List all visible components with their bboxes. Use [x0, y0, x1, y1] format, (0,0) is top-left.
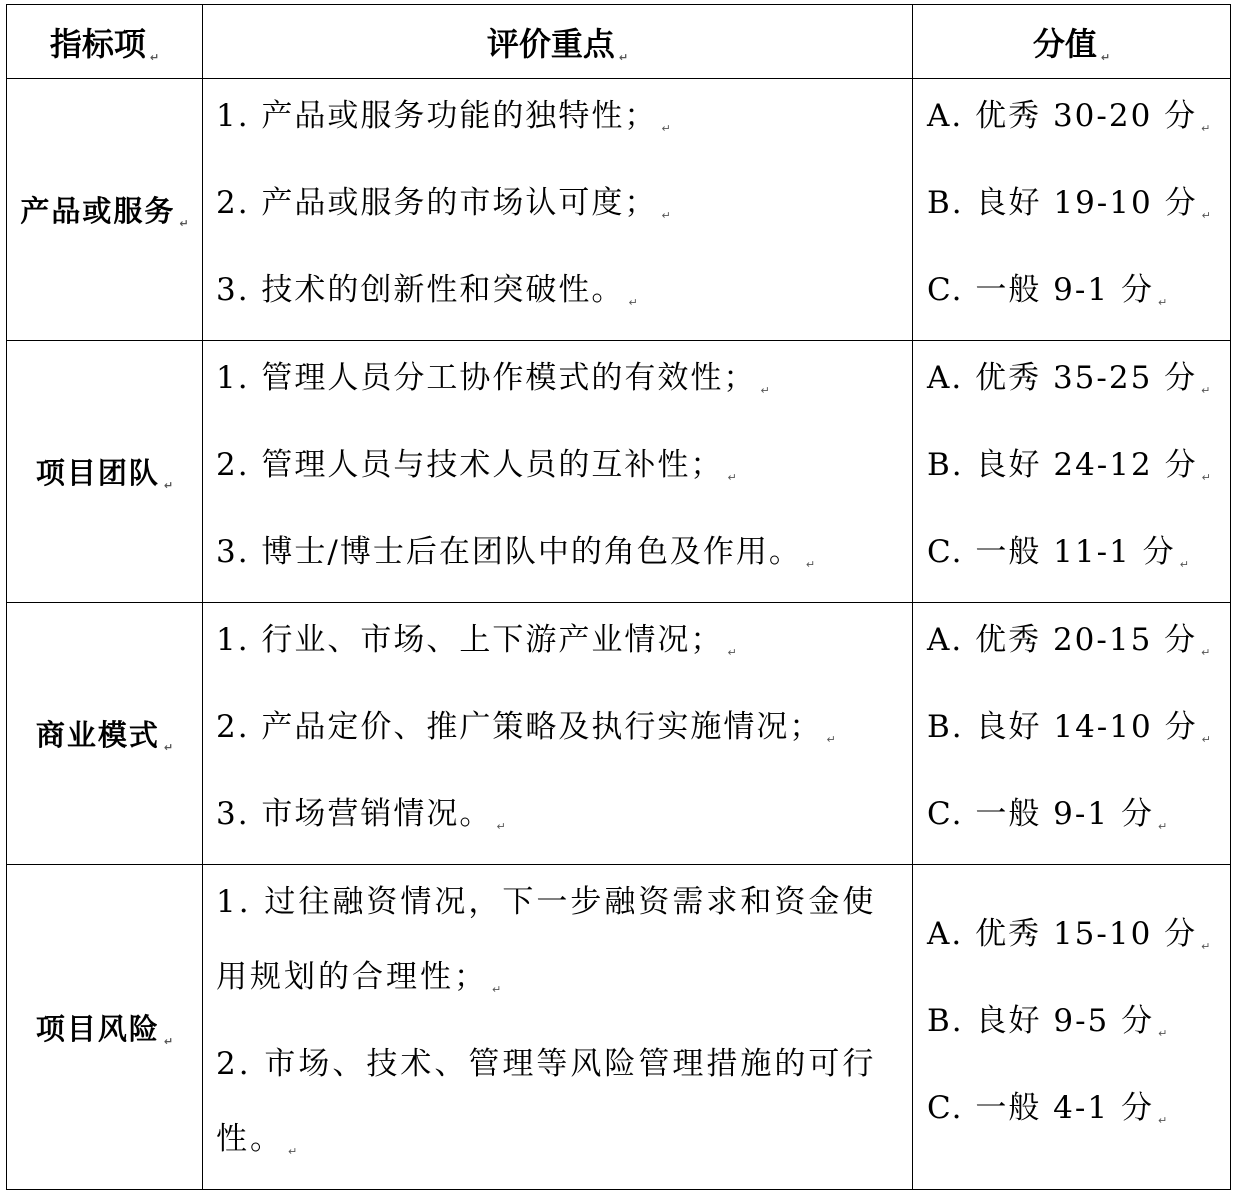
paragraph-mark-icon: ↵ [163, 741, 174, 754]
score-item-text: C. 一般 9-1 分 [927, 272, 1154, 308]
paragraph-mark-icon: ↵ [1201, 471, 1211, 484]
score-cell [913, 603, 1231, 865]
indicator-cell [7, 865, 203, 1190]
score-cell [913, 865, 1231, 1190]
score-item [927, 984, 1230, 1071]
paragraph-mark-icon: ↵ [727, 471, 737, 484]
score-item-text: C. 一般 11-1 分 [927, 534, 1176, 570]
focus-item-text: 1. 产品或服务功能的独特性； [216, 98, 658, 134]
score-item [927, 341, 1230, 428]
paragraph-mark-icon: ↵ [1157, 820, 1168, 833]
focus-cell [203, 79, 913, 341]
focus-item-text: 2. 产品或服务的市场认可度； [216, 185, 658, 221]
focus-item [216, 341, 902, 428]
paragraph-mark-icon: ↵ [288, 1145, 298, 1158]
focus-item-text: 1. 行业、市场、上下游产业情况； [216, 622, 724, 658]
score-item-text: A. 优秀 35-25 分 [927, 360, 1198, 396]
focus-item [216, 428, 902, 515]
score-item [927, 253, 1230, 340]
indicator-text: 项目风险 [35, 1011, 160, 1046]
header-focus-text: 评价重点 [486, 24, 615, 63]
score-item-text: A. 优秀 15-10 分 [927, 915, 1198, 952]
paragraph-mark-icon: ↵ [1201, 646, 1211, 659]
paragraph-mark-icon: ↵ [179, 217, 189, 230]
focus-item-text: 1. 管理人员分工协作模式的有效性； [216, 360, 757, 396]
paragraph-mark-icon: ↵ [1201, 209, 1211, 222]
focus-item [216, 253, 902, 340]
score-item-text: B. 良好 9-5 分 [927, 1002, 1155, 1039]
indicator-cell [7, 79, 203, 341]
focus-item-text: 3. 技术的创新性和突破性。 [216, 272, 625, 308]
indicator-cell [7, 341, 203, 603]
header-row [7, 5, 1231, 79]
paragraph-mark-icon: ↵ [826, 733, 836, 746]
focus-cell [203, 341, 913, 603]
score-item [927, 603, 1230, 690]
paragraph-mark-icon: ↵ [163, 1034, 174, 1048]
score-item [927, 690, 1230, 777]
score-item-text: B. 良好 19-10 分 [927, 185, 1198, 221]
score-item-text: B. 良好 24-12 分 [927, 447, 1198, 483]
paragraph-mark-icon: ↵ [496, 820, 506, 833]
score-item-text: C. 一般 4-1 分 [927, 1089, 1154, 1126]
paragraph-mark-icon: ↵ [492, 983, 502, 996]
score-item [927, 428, 1230, 515]
table-row-business [7, 603, 1231, 865]
score-item [927, 897, 1230, 984]
paragraph-mark-icon: ↵ [661, 122, 671, 135]
score-item-text: A. 优秀 30-20 分 [927, 98, 1198, 134]
paragraph-mark-icon: ↵ [1157, 296, 1168, 309]
paragraph-mark-icon: ↵ [1201, 733, 1211, 746]
paragraph-mark-icon: ↵ [1201, 384, 1211, 397]
paragraph-mark-icon: ↵ [1157, 1113, 1168, 1127]
header-indicator-text: 指标项 [49, 24, 146, 63]
focus-item-text: 2. 产品定价、推广策略及执行实施情况； [216, 709, 823, 745]
focus-item-text: 2. 市场、技术、管理等风险管理措施的可行性。 [216, 1046, 877, 1157]
score-cell [913, 79, 1231, 341]
focus-item [216, 1027, 902, 1189]
score-item [927, 777, 1230, 864]
header-indicator [7, 5, 203, 79]
paragraph-mark-icon: ↵ [628, 296, 638, 309]
indicator-cell [7, 603, 203, 865]
paragraph-mark-icon: ↵ [1201, 939, 1211, 953]
focus-cell [203, 865, 913, 1190]
paragraph-mark-icon: ↵ [1158, 1026, 1168, 1040]
score-item [927, 166, 1230, 253]
focus-item [216, 515, 902, 602]
focus-item [216, 690, 902, 777]
focus-item-text: 2. 管理人员与技术人员的互补性； [216, 447, 724, 483]
paragraph-mark-icon: ↵ [1201, 122, 1211, 135]
score-item-text: C. 一般 9-1 分 [927, 796, 1154, 832]
paragraph-mark-icon: ↵ [163, 479, 174, 492]
focus-item [216, 79, 902, 166]
indicator-text: 项目团队 [35, 456, 160, 490]
header-focus [203, 5, 913, 79]
score-item [927, 79, 1230, 166]
header-score [913, 5, 1231, 79]
paragraph-mark-icon: ↵ [149, 50, 160, 64]
table-row-team [7, 341, 1231, 603]
table-row-product [7, 79, 1231, 341]
paragraph-mark-icon: ↵ [661, 209, 671, 222]
table-row-risk [7, 865, 1231, 1190]
indicator-text: 产品或服务 [20, 194, 176, 228]
focus-item [216, 166, 902, 253]
score-item [927, 515, 1230, 602]
score-item-text: B. 良好 14-10 分 [927, 709, 1198, 745]
paragraph-mark-icon: ↵ [727, 646, 737, 659]
focus-item [216, 603, 902, 690]
paragraph-mark-icon: ↵ [618, 50, 629, 64]
score-cell [913, 341, 1231, 603]
paragraph-mark-icon: ↵ [1179, 558, 1189, 571]
indicator-text: 商业模式 [35, 718, 160, 752]
focus-item-text: 3. 博士/博士后在团队中的角色及作用。 [216, 534, 802, 570]
score-item [927, 1071, 1230, 1158]
paragraph-mark-icon: ↵ [1100, 50, 1111, 64]
paragraph-mark-icon: ↵ [805, 558, 816, 571]
score-item-text: A. 优秀 20-15 分 [927, 622, 1198, 658]
focus-item-text: 1. 过往融资情况，下一步融资需求和资金使用规划的合理性； [216, 884, 877, 995]
focus-item-text: 3. 市场营销情况。 [216, 796, 493, 832]
focus-item [216, 777, 902, 864]
focus-cell [203, 603, 913, 865]
evaluation-table [6, 4, 1231, 1190]
focus-item [216, 865, 902, 1027]
paragraph-mark-icon: ↵ [760, 384, 770, 397]
header-score-text: 分值 [1032, 24, 1097, 63]
